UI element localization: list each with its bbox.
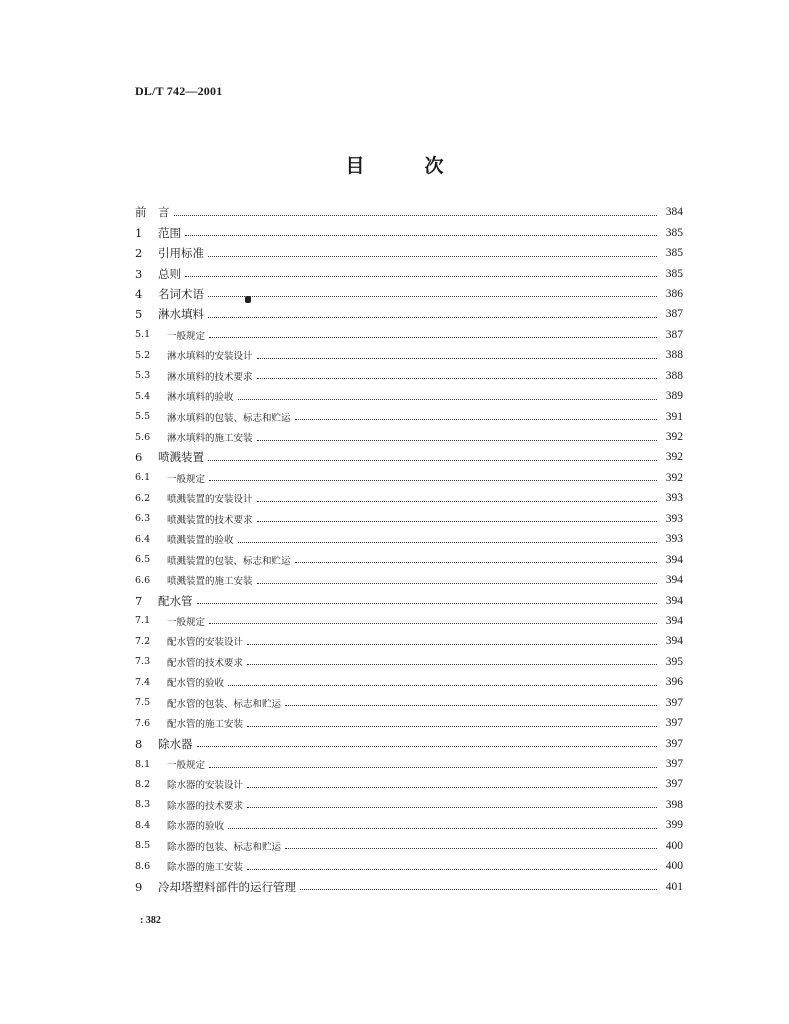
toc-entry — [135, 488, 683, 508]
toc-entry — [135, 304, 683, 324]
toc-entry-title: 淋水填料的包装、标志和贮运 — [167, 412, 291, 424]
toc-entry-number: 5.5 — [135, 411, 151, 423]
toc-entry-number: 8.1 — [135, 758, 151, 770]
toc-entry-title: 喷溅装置的施工安装 — [167, 576, 253, 588]
toc-leader-dots — [247, 807, 657, 808]
toc-leader-dots — [257, 378, 657, 379]
toc-entry-title: 配水管的验收 — [167, 678, 225, 690]
toc-entry — [135, 427, 683, 447]
toc-heading-char-1: 目 — [345, 155, 365, 177]
toc-entry-title: 言 — [158, 205, 170, 220]
toc-entry — [135, 366, 683, 386]
toc-entry-number: 3 — [135, 266, 143, 281]
toc-entry-page: 389 — [665, 390, 683, 403]
toc-entry-number: 8.5 — [135, 840, 151, 852]
toc-leader-dots — [197, 603, 658, 604]
document-code: DL/T 742—2001 — [135, 84, 223, 98]
toc-leader-dots — [209, 767, 657, 768]
toc-leader-dots — [238, 542, 657, 543]
toc-entry-title: 冷却塔塑料部件的运行管理 — [158, 879, 296, 894]
toc-entry — [135, 795, 683, 815]
toc-leader-dots — [257, 440, 657, 441]
toc-entry-page: 385 — [665, 267, 683, 280]
toc-entry-title: 配水管的技术要求 — [167, 657, 244, 669]
toc-entry — [135, 733, 683, 753]
toc-entry-number: 4 — [135, 286, 143, 301]
toc-leader-dots — [247, 644, 657, 645]
page-number-value: 382 — [145, 915, 161, 926]
toc-entry — [135, 447, 683, 467]
toc-entry-page: 397 — [665, 778, 683, 791]
toc-leader-dots — [247, 869, 657, 870]
toc-leader-dots — [247, 787, 657, 788]
toc-entry-page: 385 — [665, 226, 683, 239]
toc-entry-title: 淋水填料的施工安装 — [167, 433, 253, 445]
toc-leader-dots — [209, 480, 657, 481]
toc-entry — [135, 652, 683, 672]
toc-entry-page: 385 — [665, 247, 683, 260]
toc-entry-number: 2 — [135, 246, 143, 261]
toc-entry — [135, 836, 683, 856]
toc-entry-title: 范围 — [158, 225, 181, 240]
toc-entry-page: 393 — [665, 492, 683, 505]
toc-entry-page: 394 — [665, 574, 683, 587]
toc-leader-dots — [257, 583, 657, 584]
toc-entry-title: 配水管的施工安装 — [167, 719, 244, 731]
toc-entry-page: 394 — [665, 594, 683, 607]
toc-entry — [135, 631, 683, 651]
toc-leader-dots — [208, 460, 657, 461]
toc-heading-char-2: 次 — [424, 155, 444, 177]
toc-entry-title: 喷溅装置 — [158, 450, 204, 465]
toc-leader-dots — [257, 521, 657, 522]
toc-entry-page: 394 — [665, 614, 683, 627]
toc-entry — [135, 774, 683, 794]
toc-leader-dots — [174, 215, 658, 216]
toc-entry-number: 5.1 — [135, 329, 151, 341]
toc-leader-dots — [285, 848, 657, 849]
toc-leader-dots — [257, 358, 657, 359]
toc-entry — [135, 672, 683, 692]
toc-entry-title: 名词术语 — [158, 286, 204, 301]
toc-entry-title: 淋水填料的安装设计 — [167, 351, 253, 363]
toc-entry-number: 6.4 — [135, 533, 151, 545]
toc-entry-page: 392 — [665, 471, 683, 484]
toc-entry-number: 7.4 — [135, 676, 151, 688]
toc-entry-title: 喷溅装置的技术要求 — [167, 514, 253, 526]
toc-entry — [135, 549, 683, 569]
toc-entry — [135, 468, 683, 488]
toc-entry-page: 393 — [665, 512, 683, 525]
toc-leader-dots — [185, 276, 657, 277]
toc-entry-page: 400 — [665, 860, 683, 873]
toc-entry-number: 1 — [135, 225, 143, 240]
toc-entry-page: 392 — [665, 431, 683, 444]
toc-entry-page: 397 — [665, 737, 683, 750]
toc-entry-number: 9 — [135, 879, 143, 894]
toc-entry-title: 喷溅装置的包装、标志和贮运 — [167, 555, 291, 567]
toc-entry-title: 配水管 — [158, 593, 193, 608]
toc-entry-page: 401 — [665, 880, 683, 893]
toc-entry — [135, 243, 683, 263]
toc-entry-title: 除水器的技术要求 — [167, 800, 244, 812]
toc-entry-number: 6.1 — [135, 472, 151, 484]
toc-entry-title: 除水器的验收 — [167, 821, 225, 833]
toc-entry-page: 388 — [665, 369, 683, 382]
toc-entry-page: 386 — [665, 287, 683, 300]
toc-entry-title: 除水器的包装、标志和贮运 — [167, 841, 282, 853]
toc-entry-page: 400 — [665, 839, 683, 852]
toc-entry — [135, 713, 683, 733]
toc-entry-title: 一般规定 — [167, 330, 206, 342]
toc-entry-page: 399 — [665, 819, 683, 832]
page-number — [140, 915, 161, 926]
toc-entry-page: 394 — [665, 635, 683, 648]
toc-entry-page: 397 — [665, 696, 683, 709]
toc-entry-page: 397 — [665, 758, 683, 771]
toc-entry-number: 8 — [135, 736, 143, 751]
toc-entry-title: 淋水填料 — [158, 307, 204, 322]
toc-entry-title: 总则 — [158, 266, 181, 281]
toc-leader-dots — [257, 501, 657, 502]
toc-heading — [0, 151, 789, 178]
toc-entry-page: 396 — [665, 676, 683, 689]
toc-entry-number: 5 — [135, 307, 143, 322]
toc-leader-dots — [247, 726, 657, 727]
toc-entry-title: 配水管的包装、标志和贮运 — [167, 698, 282, 710]
toc-leader-dots — [209, 623, 657, 624]
toc-entry-number: 8.4 — [135, 819, 151, 831]
toc-entry-title: 喷溅装置的验收 — [167, 535, 234, 547]
toc-entry-number: 6.5 — [135, 554, 151, 566]
toc-leader-dots — [209, 337, 657, 338]
toc-entry-title: 喷溅装置的安装设计 — [167, 494, 253, 506]
toc-entry-page: 393 — [665, 533, 683, 546]
toc-entry-page: 391 — [665, 410, 683, 423]
toc-entry-number: 8.2 — [135, 778, 151, 790]
toc-entry-title: 除水器的安装设计 — [167, 780, 244, 792]
toc-leader-dots — [285, 705, 657, 706]
toc-entry-page: 384 — [665, 206, 683, 219]
toc-entry-number: 6.2 — [135, 492, 151, 504]
toc-entry — [135, 590, 683, 610]
toc-entry — [135, 263, 683, 283]
toc-entry-page: 388 — [665, 349, 683, 362]
toc-entry — [135, 693, 683, 713]
toc-entry-title: 一般规定 — [167, 760, 206, 772]
toc-entry-page: 398 — [665, 798, 683, 811]
toc-entry — [135, 815, 683, 835]
toc-entry — [135, 876, 683, 896]
toc-entry — [135, 406, 683, 426]
toc-entry-number: 8.6 — [135, 860, 151, 872]
toc-entry-title: 一般规定 — [167, 473, 206, 485]
toc-entry — [135, 325, 683, 345]
toc-entry — [135, 611, 683, 631]
toc-entry-page: 392 — [665, 451, 683, 464]
toc-entry — [135, 284, 683, 304]
toc-entry-number: 6 — [135, 450, 143, 465]
toc-leader-dots — [197, 746, 658, 747]
toc-entry-number: 7 — [135, 593, 143, 608]
toc-entry — [135, 856, 683, 876]
table-of-contents — [135, 202, 683, 897]
toc-entry-number: 6.3 — [135, 513, 151, 525]
toc-entry-number: 前 — [135, 205, 147, 220]
toc-entry — [135, 754, 683, 774]
toc-leader-dots — [208, 256, 657, 257]
toc-entry-number: 7.1 — [135, 615, 151, 627]
toc-entry-title: 除水器 — [158, 736, 193, 751]
toc-entry-number: 7.6 — [135, 717, 151, 729]
toc-entry-number: 7.5 — [135, 697, 151, 709]
toc-entry-title: 淋水填料的验收 — [167, 392, 234, 404]
toc-entry-page: 387 — [665, 328, 683, 341]
toc-entry-number: 5.2 — [135, 349, 151, 361]
toc-entry-number: 7.2 — [135, 635, 151, 647]
toc-entry — [135, 386, 683, 406]
toc-leader-dots — [185, 235, 657, 236]
toc-entry — [135, 509, 683, 529]
toc-entry-page: 395 — [665, 655, 683, 668]
toc-entry-number: 5.6 — [135, 431, 151, 443]
toc-leader-dots — [228, 828, 657, 829]
toc-entry-title: 淋水填料的技术要求 — [167, 371, 253, 383]
toc-entry — [135, 570, 683, 590]
toc-leader-dots — [208, 317, 657, 318]
toc-entry — [135, 202, 683, 222]
toc-entry-number: 5.3 — [135, 370, 151, 382]
toc-leader-dots — [295, 562, 657, 563]
toc-entry-title: 配水管的安装设计 — [167, 637, 244, 649]
toc-entry-page: 397 — [665, 717, 683, 730]
toc-leader-dots — [295, 419, 657, 420]
toc-entry-title: 引用标准 — [158, 246, 204, 261]
toc-entry-number: 8.3 — [135, 799, 151, 811]
toc-entry-number: 7.3 — [135, 656, 151, 668]
toc-entry — [135, 345, 683, 365]
toc-entry-title: 一般规定 — [167, 616, 206, 628]
page-number-prefix: : — [140, 915, 146, 926]
toc-entry-number: 6.6 — [135, 574, 151, 586]
toc-leader-dots — [300, 889, 657, 890]
toc-entry — [135, 222, 683, 242]
toc-leader-dots — [208, 296, 657, 297]
toc-entry — [135, 529, 683, 549]
toc-entry-page: 387 — [665, 308, 683, 321]
toc-entry-title: 除水器的施工安装 — [167, 862, 244, 874]
toc-entry-page: 394 — [665, 553, 683, 566]
toc-entry-number: 5.4 — [135, 390, 151, 402]
toc-leader-dots — [228, 685, 657, 686]
toc-leader-dots — [238, 399, 657, 400]
toc-leader-dots — [247, 664, 657, 665]
